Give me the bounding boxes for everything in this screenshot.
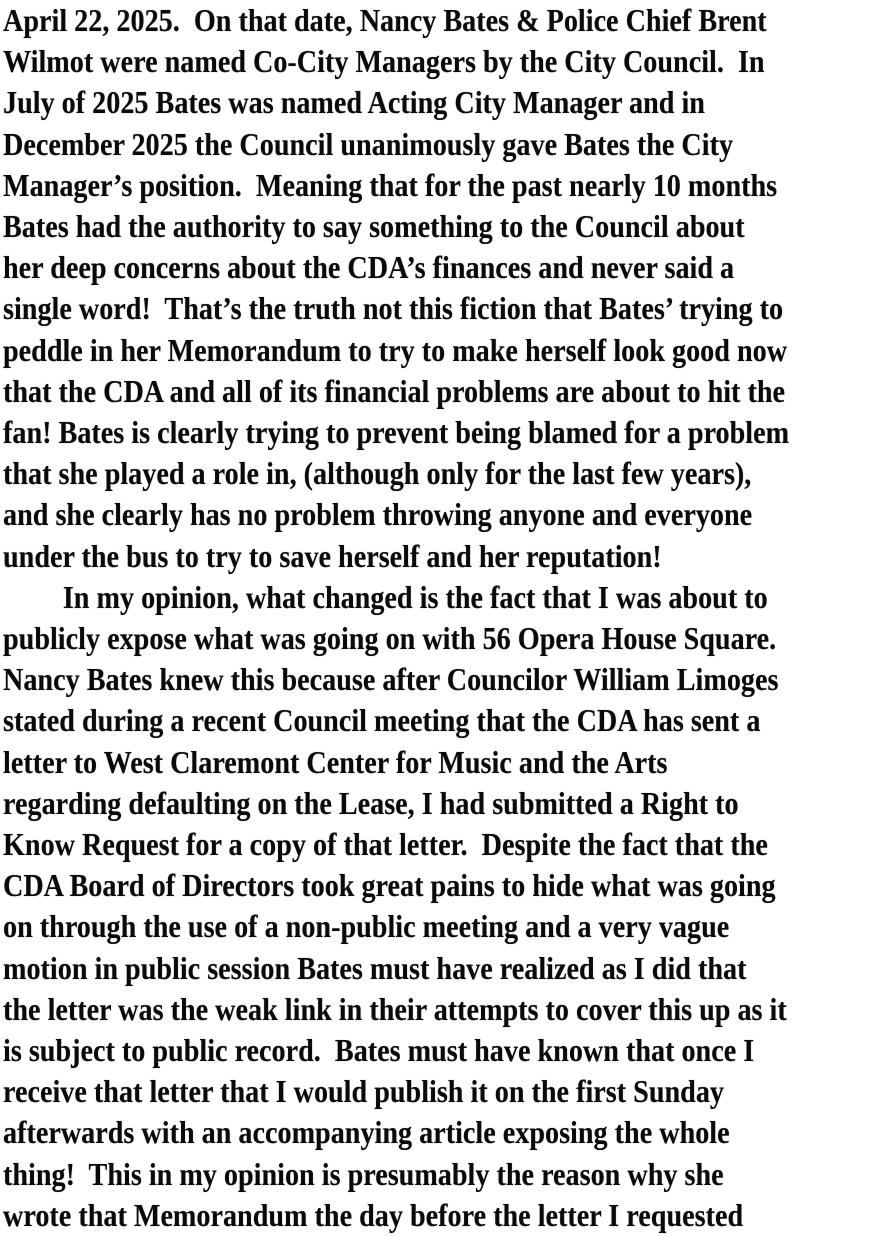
text-line: under the bus to try to save herself and her reputation! — [3, 537, 662, 574]
text-line: April 22, 2025. On that date, Nancy Bates & Police Chief Brent — [3, 2, 767, 38]
text-line: single word! That’s the truth not this fiction that Bates’ trying to — [3, 290, 784, 327]
text-line: her deep concerns about the CDA’s finances and never said a — [3, 249, 735, 286]
text-line: Manager’s position. Meaning that for the past nearly 10 months — [3, 166, 778, 203]
text-line: letter to West Claremont Center for Music and the Arts — [3, 743, 668, 780]
text-line: is subject to public record. Bates must have known that once I — [3, 1032, 755, 1069]
text-line: Nancy Bates knew this because after Councilor William Limoges — [3, 661, 779, 698]
paragraph — [3, 577, 880, 1236]
text-line: motion in public session Bates must have realized as I did that — [3, 949, 747, 986]
text-line: wrote that Memorandum the day before the letter I requested — [3, 1196, 744, 1233]
text-line: peddle in her Memorandum to try to make herself look good now — [3, 331, 788, 368]
text-line: Know Request for a copy of that letter. Despite the fact that the — [3, 826, 768, 863]
text-line: stated during a recent Council meeting that the CDA has sent a — [3, 702, 761, 739]
text-line: fan! Bates is clearly trying to prevent being blamed for a problem — [3, 414, 790, 451]
text-line: July of 2025 Bates was named Acting City Manager and in — [3, 84, 705, 121]
text-line: In my opinion, what changed is the fact that I was about to — [62, 578, 768, 615]
text-line: regarding defaulting on the Lease, I had submitted a Right to — [3, 784, 739, 821]
text-line: publicly expose what was going on with 56 Opera House Square. — [3, 620, 777, 657]
text-line: that she played a role in, (although only for the last few years), — [3, 455, 752, 492]
text-line: receive that letter that I would publish it on the first Sunday — [3, 1073, 724, 1110]
text-line: that the CDA and all of its financial problems are about to hit the — [3, 372, 786, 409]
text-line: Wilmot were named Co-City Managers by the City Council. In — [3, 43, 765, 80]
text-line: December 2025 the Council unanimously gave Bates the City — [3, 125, 734, 162]
text-line: CDA Board of Directors took great pains to hide what was going — [3, 867, 776, 904]
text-line: Bates had the authority to say something to the Council about — [3, 208, 745, 245]
text-line: on through the use of a non-public meeting and a very vague — [3, 908, 730, 945]
text-line: thing! This in my opinion is presumably the reason why she — [3, 1155, 724, 1192]
text-line: the letter was the weak link in their attempts to cover this up as it — [3, 990, 787, 1027]
document-text-block — [3, 0, 880, 1236]
text-line: afterwards with an accompanying article exposing the whole — [3, 1114, 730, 1151]
paragraph — [3, 0, 880, 577]
text-line: and she clearly has no problem throwing anyone and everyone — [3, 496, 753, 533]
